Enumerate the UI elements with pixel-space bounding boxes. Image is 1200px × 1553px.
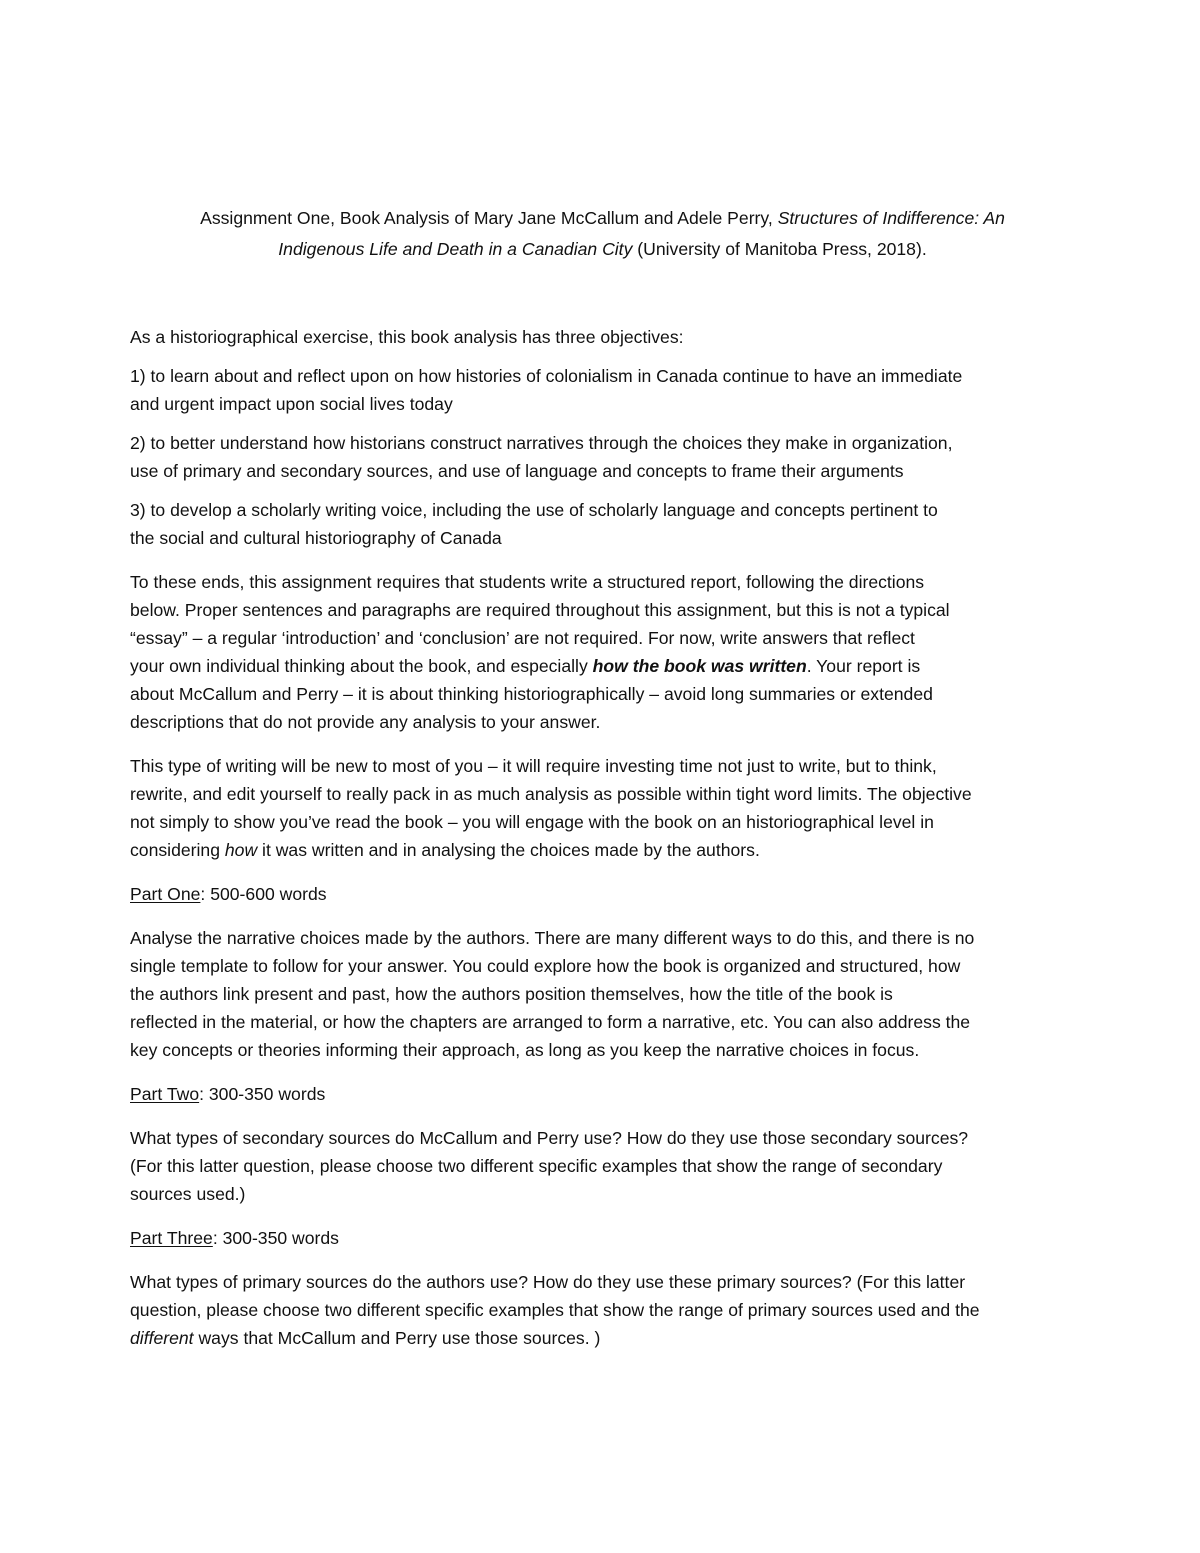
title-text: Assignment One, Book Analysis of Mary Jane McCallum and Adele Perry, [200, 208, 778, 228]
part-two-label: Part Two [130, 1084, 200, 1104]
part-one-line: reflected in the material, or how the chapters are arranged to form a narrative, etc. You can also address the [130, 1012, 971, 1032]
part-three-paragraph [130, 1268, 1075, 1352]
ends-line [130, 652, 1075, 680]
objective-2-line-1: 2) to better understand how historians construct narratives through the choices they make in organization, [130, 433, 953, 453]
part-one-line: the authors link present and past, how the authors position themselves, how the title of the book is [130, 984, 893, 1004]
objective-3 [130, 496, 1075, 552]
ends-line: below. Proper sentences and paragraphs are required throughout this assignment, but this is not a typical [130, 600, 950, 620]
writing-type-paragraph [130, 752, 1075, 864]
writing-type-line: not simply to show you’ve read the book – you will engage with the book on an historiographical level in [130, 812, 934, 832]
part-two-line: What types of secondary sources do McCallum and Perry use? How do they use those secondary sources? [130, 1128, 969, 1148]
part-two-heading [130, 1080, 1075, 1108]
part-two-paragraph [130, 1124, 1075, 1208]
part-one-heading [130, 880, 1075, 908]
emphasis-text: different [130, 1328, 194, 1348]
objective-1-line-2: and urgent impact upon social lives today [130, 394, 453, 414]
ends-line: To these ends, this assignment requires that students write a structured report, following the directions [130, 572, 925, 592]
part-three-line [130, 1324, 1075, 1352]
part-three-label: Part Three [130, 1228, 213, 1248]
title-line-2 [122, 234, 1083, 265]
intro-paragraph: As a historiographical exercise, this book analysis has three objectives: [130, 327, 684, 347]
objective-1-line-1: 1) to learn about and reflect upon on how histories of colonialism in Canada continue to have an immediate [130, 366, 963, 386]
writing-type-line: This type of writing will be new to most of you – it will require investing time not just to write, but to think, [130, 756, 937, 776]
part-two-line: sources used.) [130, 1184, 246, 1204]
publisher-info: (University of Manitoba Press, 2018). [632, 239, 927, 259]
objective-2-line-2: use of primary and secondary sources, and use of language and concepts to frame their arguments [130, 461, 904, 481]
part-three-heading [130, 1224, 1075, 1252]
objective-2 [130, 429, 1075, 485]
title-line-1 [122, 203, 1083, 234]
ends-line: about McCallum and Perry – it is about thinking historiographically – avoid long summaries or extended [130, 684, 933, 704]
assignment-title [122, 203, 1083, 265]
part-three-line: What types of primary sources do the authors use? How do they use these primary sources? (For this latter [130, 1272, 966, 1292]
part-one-line: single template to follow for your answer. You could explore how the book is organized and structured, how [130, 956, 961, 976]
writing-type-text: considering [130, 840, 225, 860]
part-one-line: Analyse the narrative choices made by the authors. There are many different ways to do this, and there is no [130, 928, 975, 948]
objective-1 [130, 362, 1075, 418]
objective-3-line-1: 3) to develop a scholarly writing voice, including the use of scholarly language and concepts pertinent to [130, 500, 938, 520]
part-one-line: key concepts or theories informing their approach, as long as you keep the narrative choices in focus. [130, 1040, 920, 1060]
document-body [130, 203, 1075, 1352]
book-title-part-1: Structures of Indifference: An [777, 208, 1005, 228]
ends-line: “essay” – a regular ‘introduction’ and ‘conclusion’ are not required. For now, write answers that reflect [130, 628, 915, 648]
writing-type-line: rewrite, and edit yourself to really pack in as much analysis as possible within tight word limits. The objective [130, 784, 972, 804]
part-two-line: (For this latter question, please choose two different specific examples that show the range of secondary [130, 1156, 943, 1176]
part-one-paragraph [130, 924, 1075, 1064]
part-three-word-count: : 300-350 words [212, 1228, 339, 1248]
part-one-word-count: : 500-600 words [200, 884, 327, 904]
ends-paragraph [130, 568, 1075, 736]
writing-type-text: it was written and in analysing the choices made by the authors. [257, 840, 760, 860]
ends-text: . Your report is [806, 656, 921, 676]
emphasis-text: how the book was written [592, 656, 807, 676]
part-two-word-count: : 300-350 words [199, 1084, 326, 1104]
objective-3-line-2: the social and cultural historiography of Canada [130, 528, 502, 548]
ends-text: your own individual thinking about the book, and especially [130, 656, 593, 676]
ends-line: descriptions that do not provide any analysis to your answer. [130, 712, 601, 732]
book-title-part-2: Indigenous Life and Death in a Canadian City [278, 239, 633, 259]
part-one-label: Part One [130, 884, 201, 904]
part-three-text: ways that McCallum and Perry use those sources. ) [193, 1328, 601, 1348]
part-three-line: question, please choose two different specific examples that show the range of primary sources used and the [130, 1300, 980, 1320]
writing-type-line [130, 836, 1075, 864]
emphasis-text: how [224, 840, 258, 860]
